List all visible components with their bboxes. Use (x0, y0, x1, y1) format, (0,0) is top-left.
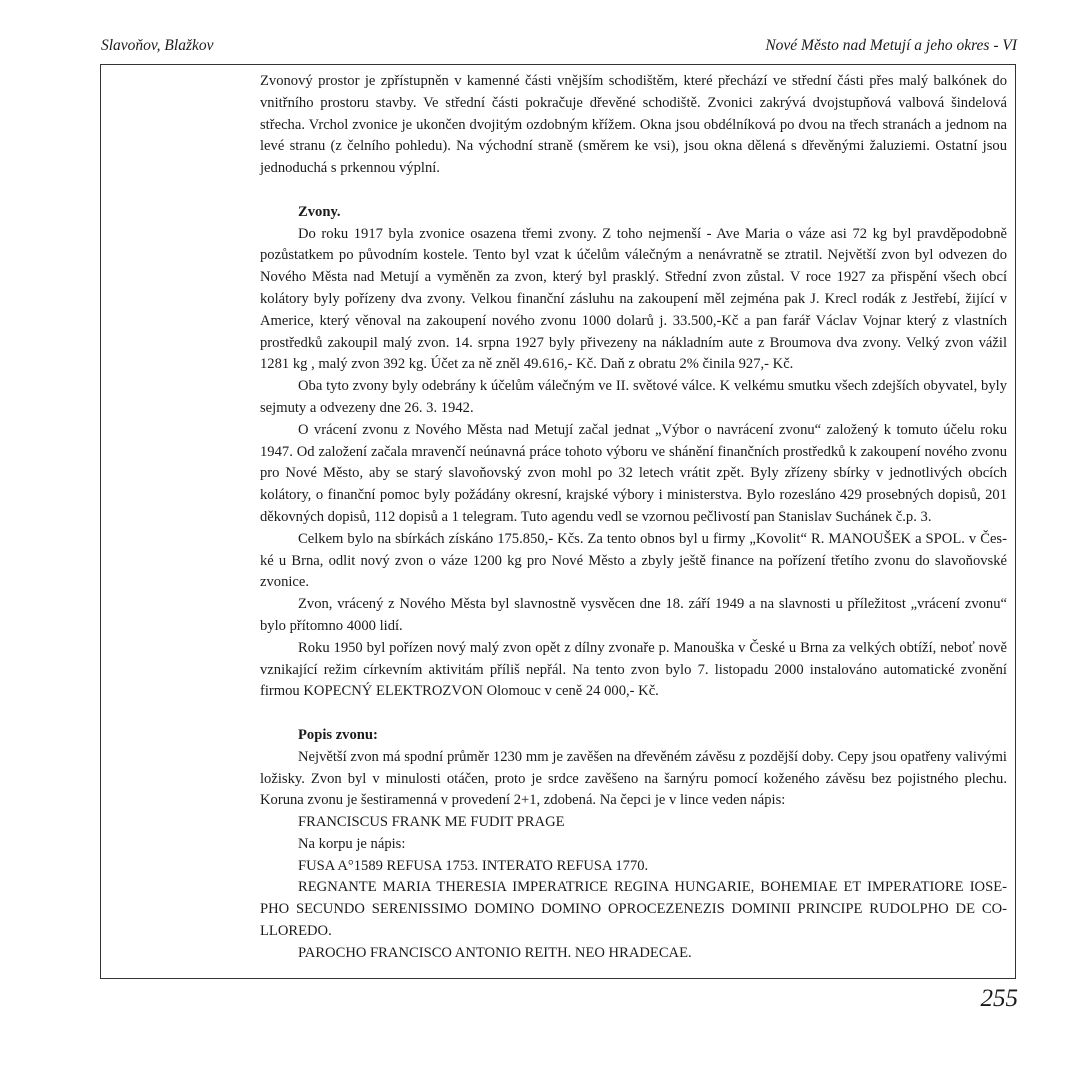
inscription-line: PAROCHO FRANCISCO ANTONIO REITH. NEO HRADECAE. (298, 944, 692, 961)
paragraph: O vrácení zvonu z Nového Města nad Metují začal jednat „Výbor o navrácení zvonu“ založený k tomuto účelu roku 1947. Od založení začala mravenčí neúnavná práce tohoto výboru ve shánění finančních prostředků k zakoupení nového zvonu pro Nové Město, aby se starý slavoňovský zvon mohl po 32 letech vrátit zpět. Byly zřízeny sbírky v jednotlivých obcích kolátory, o finanční pomoc byly požádány okresní, krajské výbory i ministerstva. Bylo rozesláno 429 prosebných dopisů, 201 děkovných dopisů, 112 dopisů a 1 telegram. Tuto agendu vedl se vzornou pečlivostí pan Stanislav Suchánek č.p. 3. (260, 421, 1007, 525)
paragraph: Roku 1950 byl pořízen nový malý zvon opět z dílny zvonaře p. Manouška v České u Brna za velkých obtíží, neboť nově vznikající režim církevním aktivitám příliš nepřál. Na tento zvon bylo 7. listopadu 2000 instalováno automatické zvonění firmou KOPECNÝ ELEKTROZVON Olomouc v ceně 24 000,- Kč. (260, 639, 1007, 700)
inscription-intro: Na korpu je nápis: (298, 835, 406, 852)
section-heading-bells: Zvony. (298, 203, 341, 220)
inscription-line: FUSA A°1589 REFUSA 1753. INTERATO REFUSA 1770. (298, 857, 649, 874)
header-book-title: Nové Město nad Metují a jeho okres - VI (765, 37, 1017, 54)
paragraph: Celkem bylo na sbírkách získáno 175.850,- Kčs. Za tento obnos byl u firmy „Kovolit“ R. MANOUŠEK a SPOL. v České u Brna, odlit nový zvon o váze 1200 kg pro Nové Město a zbyly ještě finance na pořízení třetího zvonu do slavoňovské zvonice. (260, 530, 1007, 591)
inscription-line: FRANCISCUS FRANK ME FUDIT PRAGE (298, 814, 565, 831)
running-header (101, 37, 1017, 59)
page-number: 255 (980, 985, 1018, 1012)
header-author: Slavoňov, Blažkov (101, 37, 214, 54)
paragraph: Oba tyto zvony byly odebrány k účelům válečným ve II. světové válce. K velkému smutku všech zdejších obyvatel, byly sejmuty a odvezeny dne 26. 3. 1942. (260, 378, 1007, 416)
paragraph: Největší zvon má spodní průměr 1230 mm je zavěšen na dřevěném závěsu z pozdější doby. Cepy jsou opatřeny valivými ložisky. Zvon byl v minulosti otáčen, proto je srdce zavěšeno na šarnýru pomocí koženého závěsu bez pojistného plechu. Koruna zvonu je šestiramenná v provedení 2+1, zdobená. Na čepci je v lince veden nápis: (260, 748, 1007, 809)
paragraph: Zvon, vrácený z Nového Města byl slavnostně vysvěcen dne 18. září 1949 a na slavnosti u příležitost „vrácení zvonu“ bylo přítomno 4000 lidí. (260, 596, 1007, 634)
section-heading-bell-description: Popis zvonu: (298, 726, 378, 743)
inscription-line: REGNANTE MARIA THERESIA IMPERATRICE REGINA HUNGARIE, BOHEMIAE ET IMPERATIORE IOSEPHO SECUNDO SERENISSIMO DOMINO DOMINO OPROCEZENEZIS DOMINII PRINCIPE RUDOLPHO DE COLLOREDO. (260, 879, 1007, 940)
body-text (260, 71, 1007, 965)
intro-paragraph: Zvonový prostor je zpřístupněn v kamenné části vnějším schodištěm, které přechází ve střední části přes malý balkónek do vnitřního prostoru stavby. Ve střední části pokračuje dřevěné schodiště. Zvonici zakrývá dvojstupňová valbová šindelová střecha. Vrchol zvonice je ukončen dvojitým ozdobným křížem. Okna jsou obdélníková po dvou na třech stranách a jednom na levé stranu (z čelního pohledu). Na východní straně (směrem ke vsi), jsou okna dělená s dřevěnými žaluziemi. Ostatní jsou jednoduchá s prkennou výplní. (260, 73, 1007, 177)
paragraph: Do roku 1917 byla zvonice osazena třemi zvony. Z toho nejmenší - Ave Maria o váze asi 72 kg byl pravděpodobně pozůstatkem po původním kostele. Tento byl vzat k účelům válečným a nenávratně se ztratil. Největší zvon byl odvezen do Nového Města nad Metují a vyměněn za zvon, který byl prasklý. Střední zvon zůstal. V roce 1927 za přispění všech obcí kolátory byly pořízeny dva zvony. Velkou finanční zásluhu na zakoupení měl zejména pak J. Krecl rodák z Jestřebí, žijící v Americe, který věnoval na zakoupení nového zvonu 1000 dolarů j. 33.500,-Kč a pan farář Václav Vojnar který z vlastních prostředků zakoupil malý zvon. 14. srpna 1927 byly přivezeny na nákladním aute z Broumova dva zvony. Velký zvon vážil 1281 kg , malý zvon 392 kg. Účet za ně zněl 49.616,- Kč. Daň z obratu 2% činila 927,- Kč. (260, 225, 1007, 373)
